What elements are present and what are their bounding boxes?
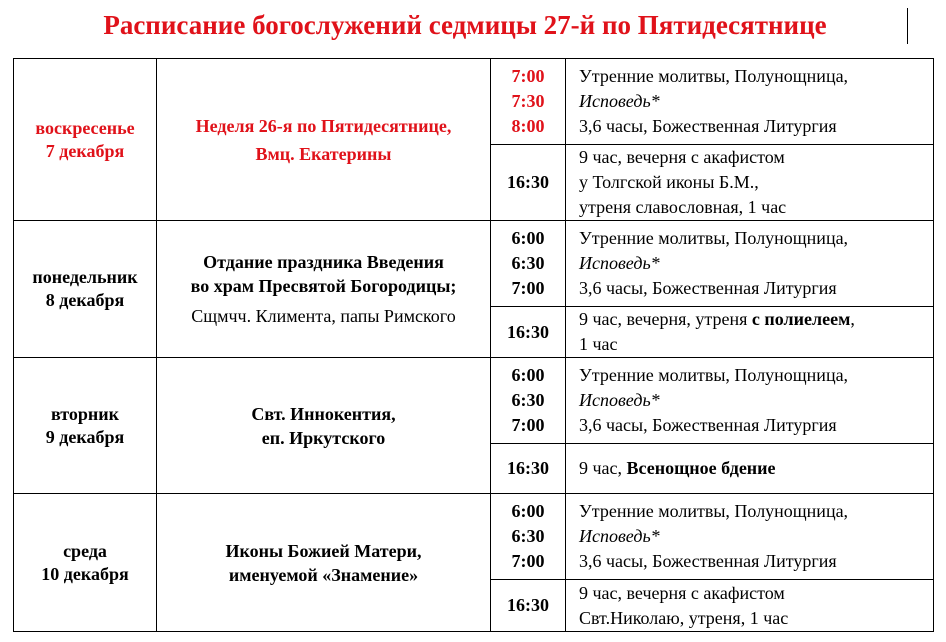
service-desc-text: , <box>850 309 855 329</box>
service-desc-line: Утренние молитвы, Полунощница, <box>579 228 849 248</box>
service-time: 6:00 <box>511 501 545 521</box>
service-desc-text: 9 час, вечерня, утреня <box>579 309 752 329</box>
service-desc-line: 3,6 часы, Божественная Литургия <box>579 278 837 298</box>
day-date: 9 декабря <box>45 426 125 447</box>
day-date: 10 декабря <box>41 563 129 584</box>
table-row <box>14 221 934 307</box>
service-desc-line: Исповедь* <box>579 253 660 273</box>
morning-desc-cell <box>566 358 934 444</box>
evening-desc-cell <box>566 307 934 358</box>
evening-desc-cell <box>566 444 934 494</box>
service-time: 16:30 <box>507 458 549 478</box>
service-desc-line <box>579 456 933 481</box>
evening-desc-cell <box>566 580 934 632</box>
feast-cell <box>157 358 491 494</box>
service-time: 16:30 <box>507 595 549 615</box>
day-cell <box>14 494 157 632</box>
service-desc-bold: Всенощное бдение <box>626 458 776 478</box>
evening-time-cell <box>491 145 566 221</box>
service-desc-line: 9 час, вечерня с акафистом <box>579 582 785 603</box>
morning-times-cell <box>491 221 566 307</box>
service-desc-line: 3,6 часы, Божественная Литургия <box>579 415 837 435</box>
feast-cell <box>157 59 491 221</box>
service-desc-line: Утренние молитвы, Полунощница, <box>579 66 849 86</box>
service-desc-line: Утренние молитвы, Полунощница, <box>579 365 849 385</box>
feast-line: во храм Пресвятой Богородицы; <box>190 276 457 296</box>
day-date: 8 декабря <box>45 290 125 310</box>
service-time: 16:30 <box>507 172 549 192</box>
service-desc-line: Свт.Николаю, утреня, 1 час <box>579 607 789 628</box>
service-time: 16:30 <box>507 321 549 342</box>
page-title: Расписание богослужений седмицы 27-й по Пятидесятнице <box>103 10 827 40</box>
service-time: 6:30 <box>511 526 545 546</box>
feast-line: Свт. Иннокентия, <box>251 403 396 424</box>
text-cursor <box>907 8 908 44</box>
day-date: 7 декабря <box>45 140 125 161</box>
service-desc-line: Исповедь* <box>579 390 660 410</box>
service-desc-line: Утренние молитвы, Полунощница, <box>579 501 849 521</box>
table-row <box>14 358 934 444</box>
feast-line: Иконы Божией Матери, <box>225 540 422 561</box>
morning-times-cell <box>491 358 566 444</box>
service-desc-line <box>579 307 933 332</box>
day-cell <box>14 221 157 358</box>
service-desc-text: 9 час, <box>579 458 627 478</box>
evening-desc-cell <box>566 145 934 221</box>
service-time: 6:00 <box>511 365 545 385</box>
evening-time-cell <box>491 307 566 358</box>
service-time: 6:30 <box>511 253 545 273</box>
service-desc-line: утреня славословная, 1 час <box>579 197 787 217</box>
schedule-table <box>13 58 934 632</box>
day-cell <box>14 358 157 494</box>
morning-desc-cell <box>566 59 934 145</box>
service-desc-line: 1 час <box>579 334 618 354</box>
service-desc-line: 3,6 часы, Божественная Литургия <box>579 551 837 571</box>
service-desc-line: у Толгской иконы Б.М., <box>579 172 759 192</box>
feast-cell <box>157 221 491 358</box>
table-row <box>14 494 934 580</box>
service-time: 6:00 <box>511 228 545 248</box>
service-desc-line: 9 час, вечерня с акафистом <box>579 147 785 167</box>
service-time: 7:00 <box>511 278 545 298</box>
day-cell <box>14 59 157 221</box>
evening-time-cell <box>491 444 566 494</box>
service-desc-line: Исповедь* <box>579 526 660 546</box>
morning-times-cell <box>491 494 566 580</box>
service-time: 7:00 <box>511 415 545 435</box>
morning-times-cell <box>491 59 566 145</box>
morning-desc-cell <box>566 221 934 307</box>
service-time: 7:30 <box>511 91 545 111</box>
service-desc-bold: с полиелеем <box>751 309 851 329</box>
day-name: воскресенье <box>35 117 135 138</box>
morning-desc-cell <box>566 494 934 580</box>
service-time: 8:00 <box>511 116 545 136</box>
service-desc-line: Исповедь* <box>579 91 660 111</box>
evening-time-cell <box>491 580 566 632</box>
feast-line: именуемой «Знамение» <box>228 564 419 585</box>
feast-line: Неделя 26-я по Пятидесятнице, <box>195 115 452 136</box>
service-time: 6:30 <box>511 390 545 410</box>
feast-line: Отдание праздника Введения <box>203 252 444 272</box>
table-row <box>14 59 934 145</box>
feast-cell <box>157 494 491 632</box>
feast-line: Вмц. Екатерины <box>255 143 392 164</box>
service-time: 7:00 <box>511 66 545 86</box>
service-time: 7:00 <box>511 551 545 571</box>
day-name: понедельник <box>32 267 138 287</box>
day-name: среда <box>63 540 107 561</box>
feast-line: Сщмчч. Климента, папы Римского <box>191 306 456 326</box>
service-desc-line: 3,6 часы, Божественная Литургия <box>579 116 837 136</box>
feast-line: еп. Иркутского <box>261 427 386 448</box>
day-name: вторник <box>50 403 119 424</box>
